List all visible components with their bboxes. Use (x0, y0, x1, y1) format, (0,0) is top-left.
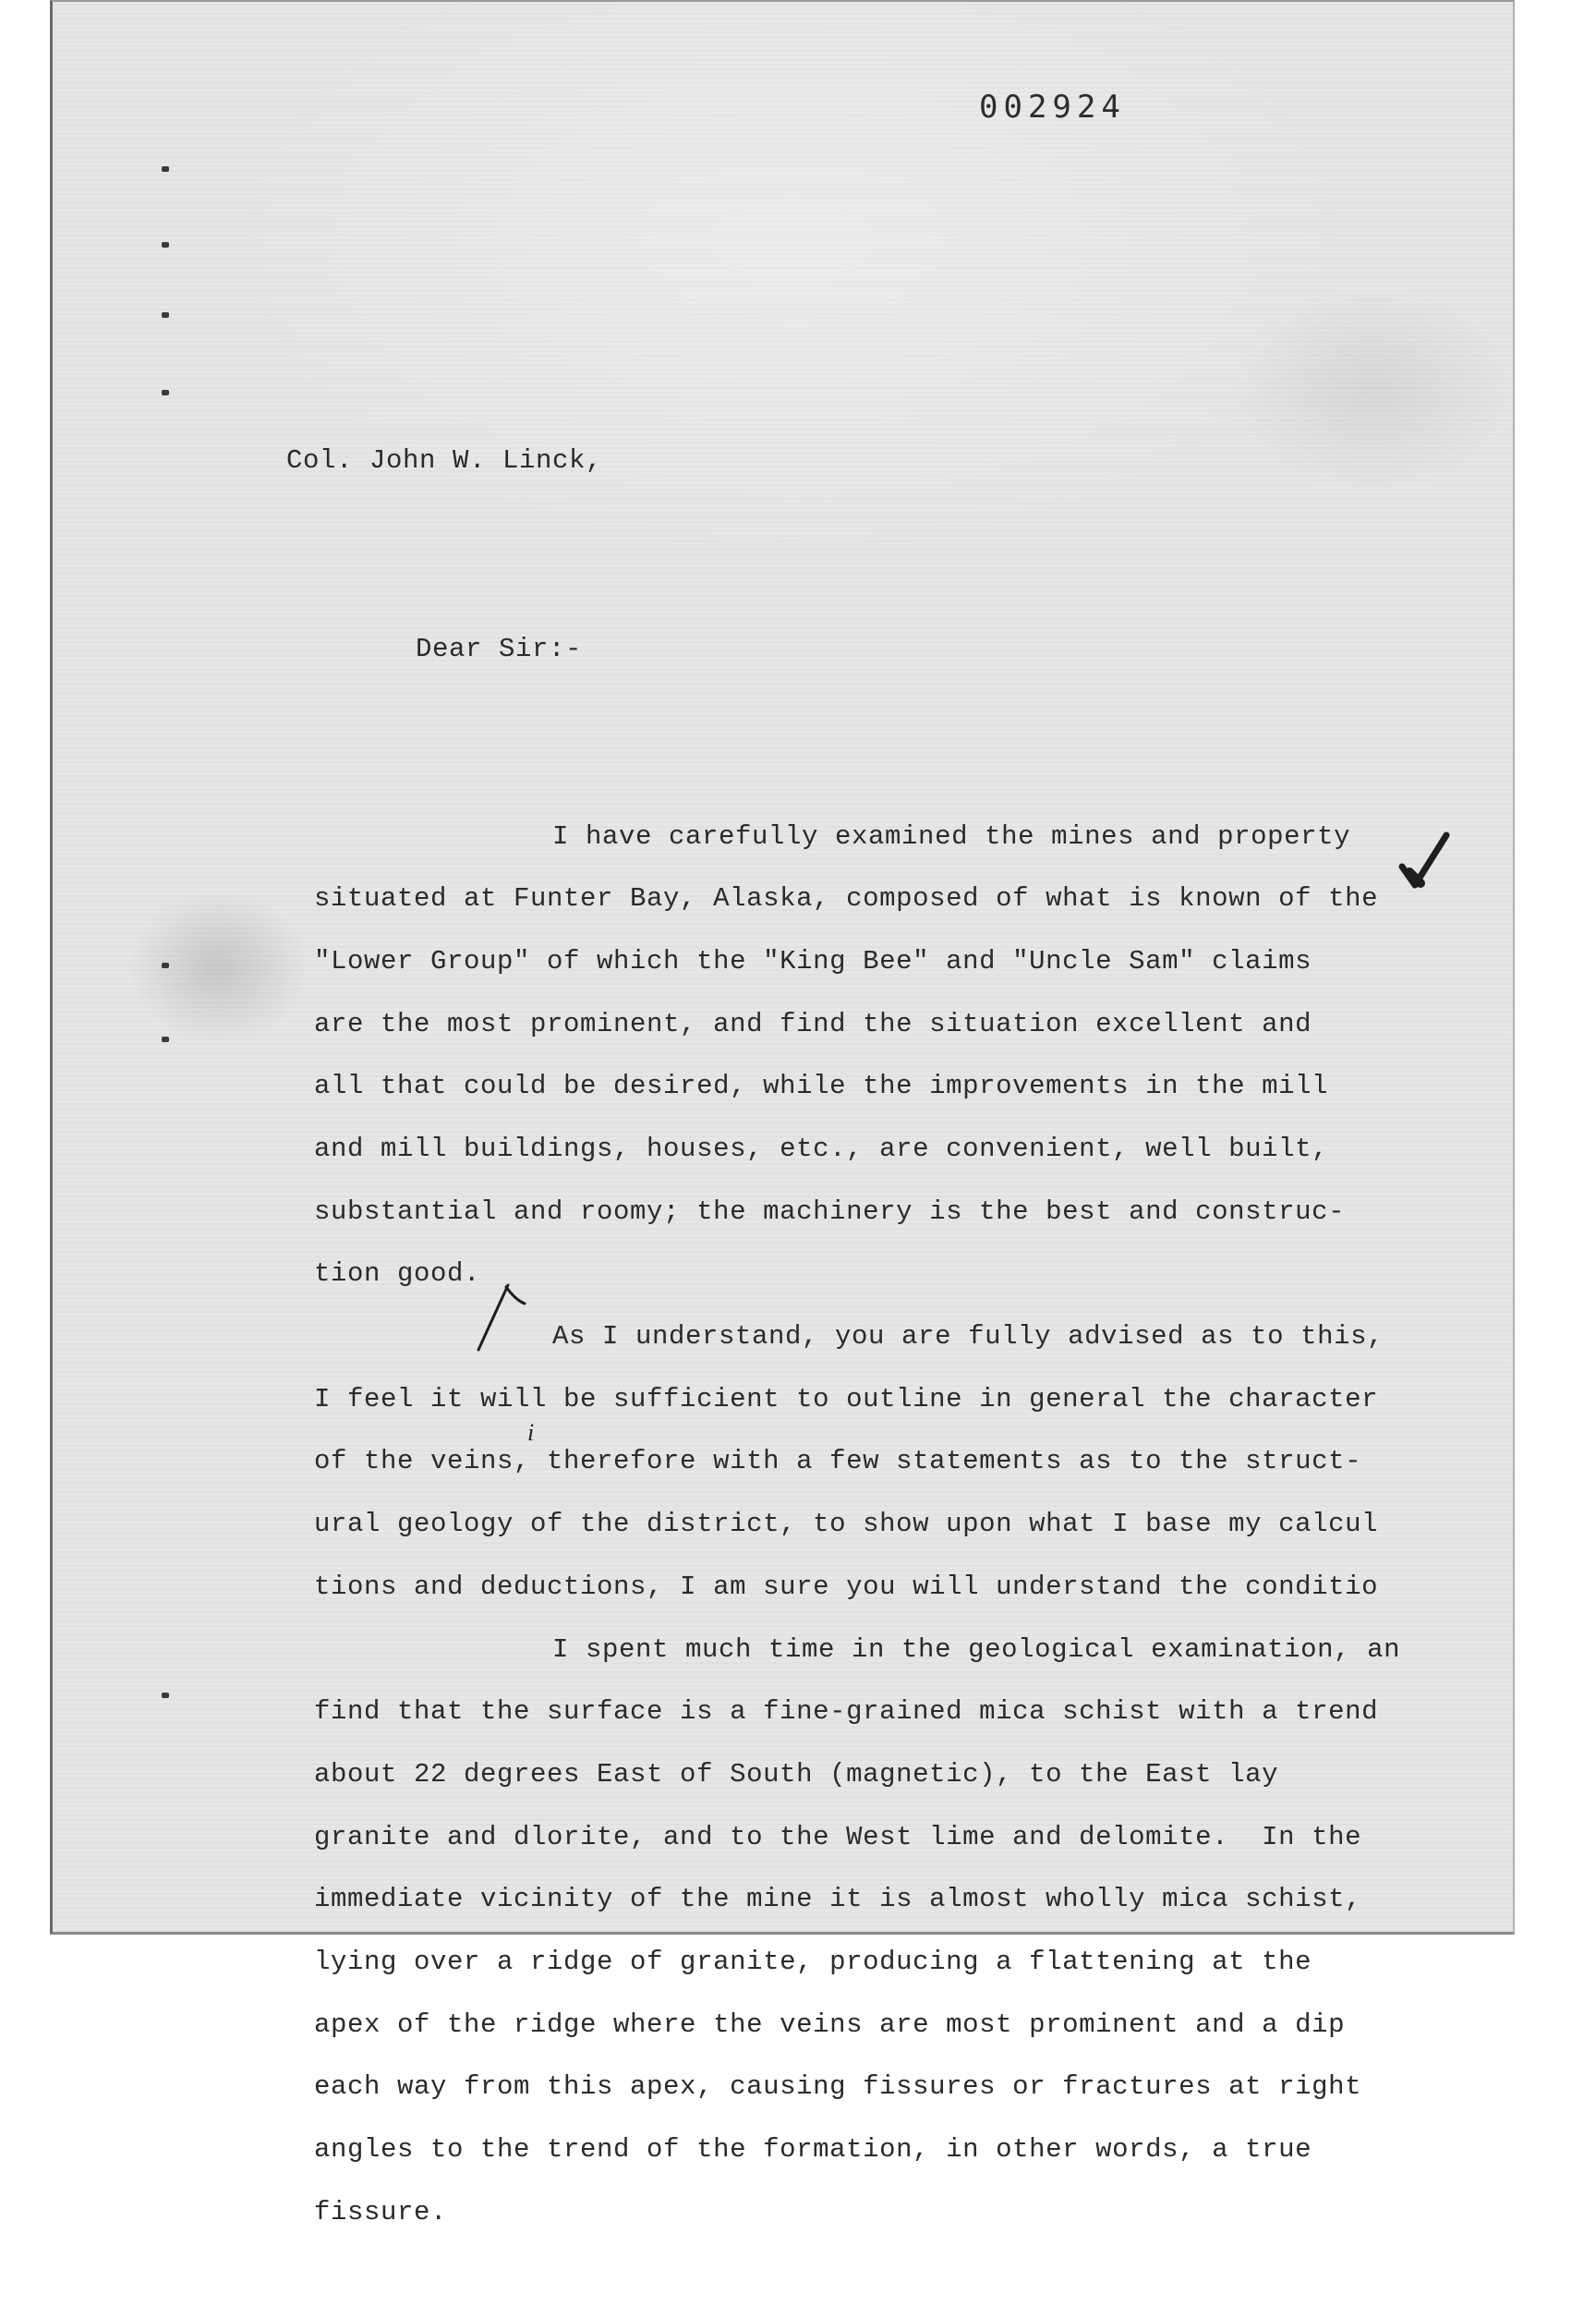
handwritten-check-mark (1396, 830, 1452, 894)
binding-hole-mark (162, 1037, 169, 1042)
letter-paragraphs (286, 806, 1515, 2244)
text-line: fissure. (314, 2196, 448, 2227)
text-line: all that could be desired, while the improvements in the mill (314, 1071, 1329, 1102)
binding-hole-mark (162, 312, 169, 318)
salutation-line: Dear Sir:- (416, 633, 583, 664)
document-number: 002924 (979, 89, 1126, 126)
text-line: substantial and roomy; the machinery is the best and construc- (314, 1195, 1346, 1227)
letter-body (286, 305, 1515, 2306)
text-line: are the most prominent, and find the situation excellent and (314, 1008, 1312, 1039)
text-line: granite and dlorite, and to the West lime and delomite. In the (314, 1821, 1362, 1852)
text-line: find that the surface is a fine-grained mica schist with a trend (314, 1696, 1379, 1728)
text-line: tions and deductions, I am sure you will understand the conditio (314, 1571, 1379, 1602)
text-line: ural geology of the district, to show upon what I base my calcul (314, 1509, 1379, 1540)
binding-hole-mark (162, 166, 169, 172)
text-line: and mill buildings, houses, etc., are convenient, well built, (314, 1134, 1329, 1165)
text-line: each way from this apex, causing fissures or fractures at right (314, 2071, 1362, 2103)
binding-hole-mark (162, 242, 169, 248)
handwritten-insertion-mark (473, 1280, 528, 1353)
text-line: tion good. (314, 1258, 481, 1290)
binding-hole-mark (162, 963, 169, 968)
text-line: angles to the trend of the formation, in other words, a true (314, 2134, 1312, 2166)
text-line: lying over a ridge of granite, producing a flattening at the (314, 1946, 1312, 1977)
text-line: "Lower Group" of which the "King Bee" and "Uncle Sam" claims (314, 945, 1312, 977)
binding-hole-mark (162, 390, 169, 395)
text-line: of the veins, therefore with a few statements as to the struct- (314, 1446, 1362, 1477)
text-line: about 22 degrees East of South (magnetic), to the East lay (314, 1758, 1279, 1790)
text-line: immediate vicinity of the mine it is almost wholly mica schist, (314, 1884, 1362, 1915)
text-line: apex of the ridge where the veins are most prominent and a dip (314, 2009, 1346, 2040)
paragraph-first-line: I have carefully examined the mines and property (552, 820, 1351, 852)
handwritten-correction: i (527, 1419, 535, 1446)
text-line: situated at Funter Bay, Alaska, composed of what is known of the (314, 883, 1379, 915)
paragraph-first-line: As I understand, you are fully advised as to this, (552, 1321, 1384, 1353)
paragraph-first-line: I spent much time in the geological examination, an (552, 1633, 1401, 1665)
text-line: I feel it will be sufficient to outline in general the character (314, 1383, 1379, 1414)
addressee-line: Col. John W. Linck, (286, 445, 603, 477)
binding-hole-mark (162, 1693, 169, 1698)
